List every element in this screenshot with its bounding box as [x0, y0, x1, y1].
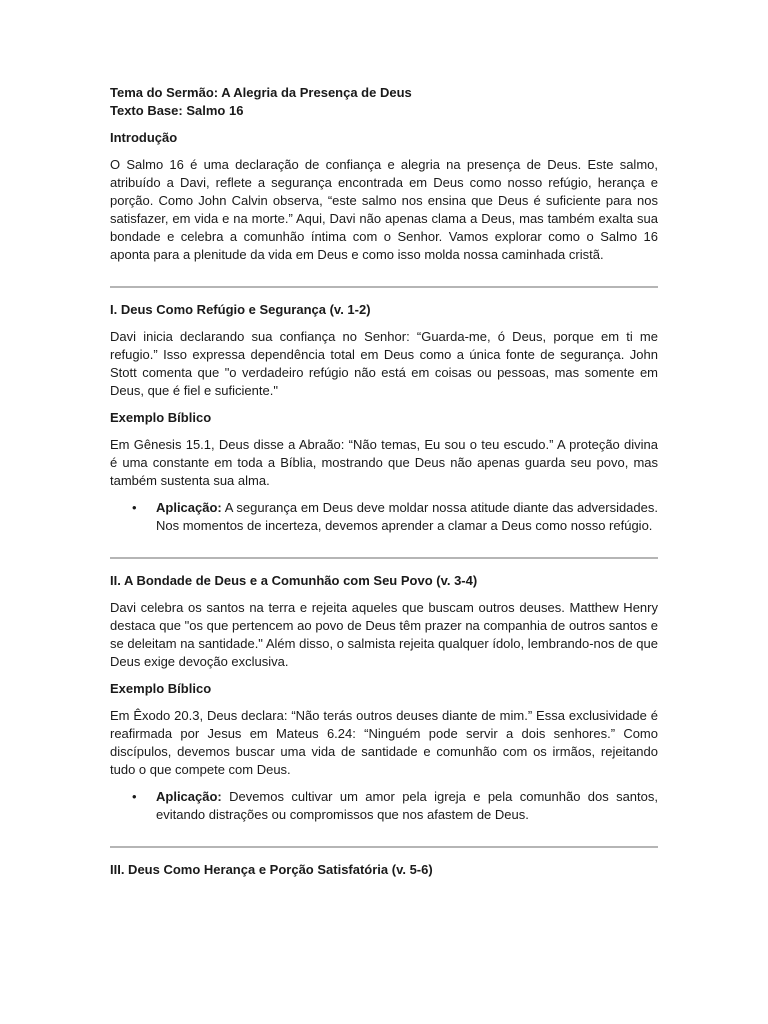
bullet-icon: •	[132, 500, 137, 515]
document-page	[110, 84, 658, 879]
section1-paragraph: Davi inicia declarando sua confiança no Senhor: “Guarda-me, ó Deus, porque em ti me refugio.” Isso expressa dependência total em Deus como a única fonte de segurança. John Stott comenta que "o verdadeiro refúgio não está em coisas ou pessoas, mas somente em Deus, que é fiel e suficiente."	[110, 329, 658, 398]
base-text: Texto Base: Salmo 16	[110, 103, 244, 118]
application-label: Aplicação:	[156, 500, 222, 515]
intro-heading: Introdução	[110, 130, 178, 145]
section2-application	[110, 788, 658, 824]
section2-paragraph: Davi celebra os santos na terra e rejeita aqueles que buscam outros deuses. Matthew Henry destaca que "os que pertencem ao povo de Deus têm prazer na companhia de outros santos e se deleitam na santidade." Além disso, o salmista rejeita qualquer ídolo, lembrando-nos de que Deus exige devoção exclusiva.	[110, 600, 658, 669]
application-text: Devemos cultivar um amor pela igreja e pela comunhão dos santos, evitando distrações ou compromissos que nos afastem de Deus.	[156, 789, 658, 822]
application-text: A segurança em Deus deve moldar nossa atitude diante das adversidades. Nos momentos de incerteza, devemos aprender a clamar a Deus como nosso refúgio.	[156, 500, 658, 533]
section1-application	[110, 499, 658, 535]
section1-example-heading: Exemplo Bíblico	[110, 410, 212, 425]
section2-example-heading: Exemplo Bíblico	[110, 681, 212, 696]
section3-heading: III. Deus Como Herança e Porção Satisfatória (v. 5-6)	[110, 862, 433, 877]
section1-heading: I. Deus Como Refúgio e Segurança (v. 1-2)	[110, 302, 371, 317]
intro-paragraph: O Salmo 16 é uma declaração de confiança e alegria na presença de Deus. Este salmo, atribuído a Davi, reflete a segurança encontrada em Deus como nosso refúgio, herança e porção. Como John Calvin observa, “este salmo nos ensina que Deus é suficiente para nos satisfazer, em vida e na morte.” Aqui, Davi não apenas clama a Deus, mas também exalta sua bondade e celebra a comunhão íntima com o Senhor. Vamos explorar como o Salmo 16 aponta para a plenitude da vida em Deus e como isso molda nossa caminhada cristã.	[110, 157, 658, 262]
section2-heading: II. A Bondade de Deus e a Comunhão com Seu Povo (v. 3-4)	[110, 573, 478, 588]
section2-example-paragraph: Em Êxodo 20.3, Deus declara: “Não terás outros deuses diante de mim.” Essa exclusividade é reafirmada por Jesus em Mateus 6.24: “Ninguém pode servir a dois senhores.” Como discípulos, devemos buscar uma vida de santidade e comunhão com os irmãos, rejeitando tudo o que compete com Deus.	[110, 708, 658, 777]
sermon-theme: Tema do Sermão: A Alegria da Presença de Deus	[110, 85, 412, 100]
section1-example-paragraph: Em Gênesis 15.1, Deus disse a Abraão: “Não temas, Eu sou o teu escudo.” A proteção divina é uma constante em toda a Bíblia, mostrando que Deus não apenas guarda seu povo, mas também sustenta sua alma.	[110, 437, 658, 488]
application-label: Aplicação:	[156, 789, 222, 804]
bullet-icon: •	[132, 789, 137, 804]
